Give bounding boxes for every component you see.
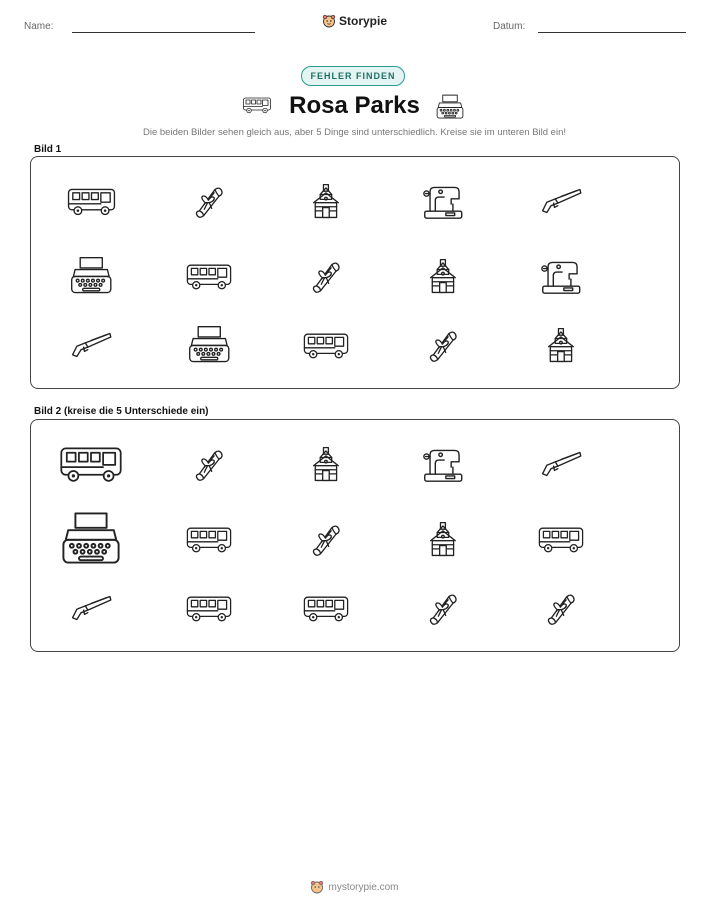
sewing-machine-icon	[541, 258, 581, 295]
grid-cell[interactable]	[309, 521, 343, 557]
grid-cell[interactable]	[58, 444, 124, 484]
name-label: Name:	[24, 21, 54, 32]
bus-icon	[185, 525, 233, 554]
schoolhouse-icon	[312, 183, 340, 219]
grid-cell	[185, 262, 233, 291]
bus-icon	[66, 186, 117, 217]
grid-cell	[541, 258, 581, 295]
schoolhouse-icon	[547, 327, 575, 363]
brand-logo	[322, 14, 387, 28]
typewriter-icon	[70, 256, 113, 295]
picture2-label: Bild 2 (kreise die 5 Unterschiede ein)	[34, 406, 209, 417]
grid-cell	[302, 331, 350, 360]
storypie-mascot-icon	[310, 880, 324, 894]
bus-icon	[302, 331, 350, 360]
sewing-machine-icon	[423, 446, 463, 483]
grid-cell	[309, 258, 343, 294]
schoolhouse-icon	[312, 446, 340, 482]
diploma-scroll-icon	[426, 327, 460, 363]
grid-cell	[423, 183, 463, 220]
grid-cell	[188, 325, 231, 364]
grid-cell[interactable]	[426, 590, 460, 626]
grid-cell	[429, 258, 457, 294]
schoolhouse-icon	[429, 258, 457, 294]
name-line[interactable]	[72, 32, 255, 33]
grid-cell[interactable]	[429, 521, 457, 557]
diploma-scroll-icon	[192, 183, 226, 219]
grid-cell[interactable]	[70, 594, 113, 621]
grid-cell[interactable]	[185, 594, 233, 623]
grid-cell[interactable]	[544, 590, 578, 626]
rifle-icon	[540, 187, 583, 214]
grid-cell[interactable]	[423, 446, 463, 483]
bus-icon	[302, 594, 350, 623]
bus-icon	[537, 525, 585, 554]
picture1-panel	[30, 156, 680, 389]
footer	[0, 880, 709, 894]
grid-cell[interactable]	[540, 450, 583, 477]
grid-cell[interactable]	[192, 446, 226, 482]
schoolhouse-icon	[429, 521, 457, 557]
rifle-icon	[540, 450, 583, 477]
storypie-mascot-icon	[322, 14, 336, 28]
sewing-machine-icon	[423, 183, 463, 220]
diploma-scroll-icon	[309, 258, 343, 294]
grid-cell	[540, 187, 583, 214]
date-label: Datum:	[493, 21, 526, 32]
title-typewriter-icon	[436, 94, 464, 125]
grid-cell[interactable]	[302, 594, 350, 623]
bus-icon	[185, 262, 233, 291]
grid-cell	[70, 256, 113, 295]
grid-cell	[70, 331, 113, 358]
grid-cell	[426, 327, 460, 363]
activity-badge: FEHLER FINDEN	[301, 66, 405, 86]
grid-cell	[312, 183, 340, 219]
grid-cell	[66, 186, 117, 217]
page-title: Rosa Parks	[289, 92, 420, 119]
rifle-icon	[70, 331, 113, 358]
instructions: Die beiden Bilder sehen gleich aus, aber 5 Dinge sind unterschiedlich. Kreise sie im unteren Bild ein!	[143, 127, 566, 138]
footer-url[interactable]: mystorypie.com	[328, 881, 399, 893]
diploma-scroll-icon	[192, 446, 226, 482]
brand-name: Storypie	[339, 14, 388, 28]
typewriter-icon	[61, 511, 121, 566]
diploma-scroll-icon	[309, 521, 343, 557]
date-line[interactable]	[538, 32, 686, 33]
typewriter-icon	[188, 325, 231, 364]
grid-cell	[547, 327, 575, 363]
typewriter-icon	[436, 94, 464, 120]
diploma-scroll-icon	[544, 590, 578, 626]
bus-icon	[185, 594, 233, 623]
grid-cell[interactable]	[537, 525, 585, 554]
diploma-scroll-icon	[426, 590, 460, 626]
picture1-label: Bild 1	[34, 144, 62, 155]
grid-cell[interactable]	[312, 446, 340, 482]
grid-cell[interactable]	[61, 511, 121, 566]
picture2-panel[interactable]	[30, 419, 680, 652]
grid-cell[interactable]	[185, 525, 233, 554]
bus-icon	[58, 444, 124, 484]
rifle-icon	[70, 594, 113, 621]
grid-cell	[192, 183, 226, 219]
